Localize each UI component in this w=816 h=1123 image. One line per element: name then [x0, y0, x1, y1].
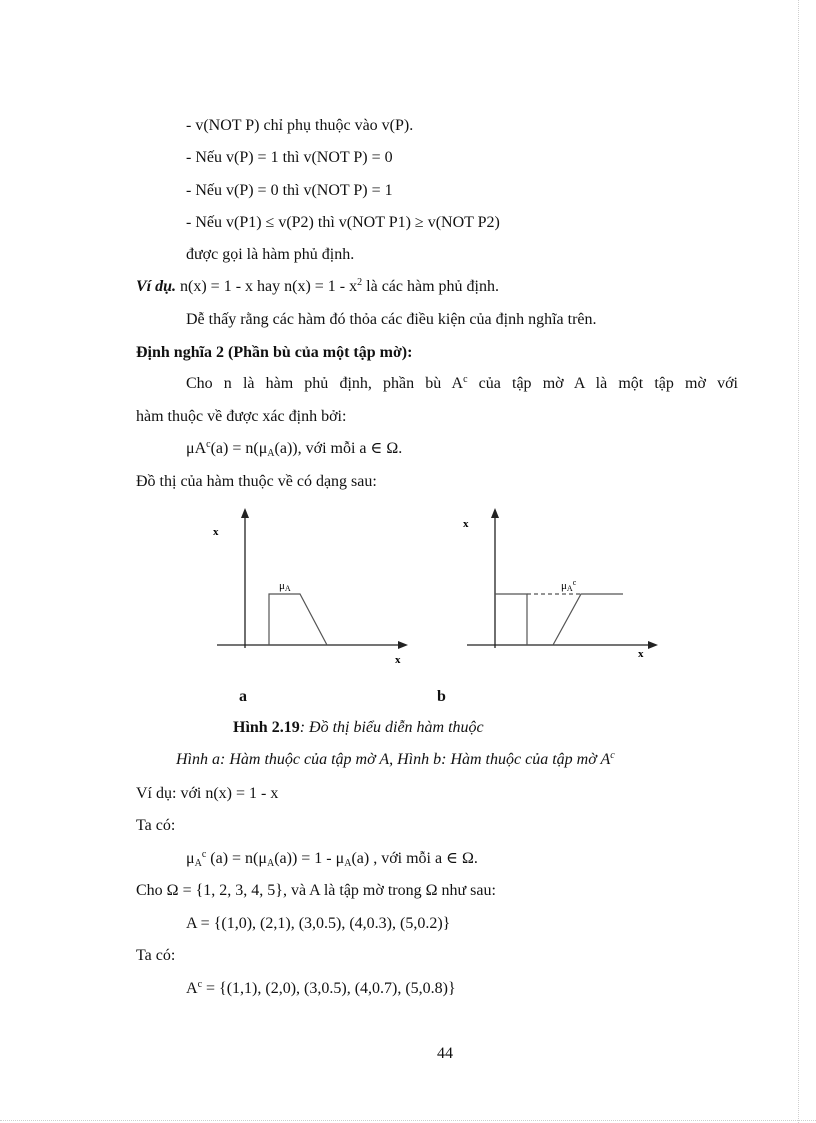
- formula-part: (a)) = 1 - μ: [274, 850, 345, 867]
- membership-curve-b-left: [495, 594, 527, 645]
- x-axis-label: x: [638, 648, 644, 660]
- subscript: A: [266, 858, 275, 869]
- text-line: - Nếu v(P1) ≤ v(P2) thì v(NOT P1) ≥ v(NOT P2): [186, 214, 500, 231]
- x-axis-arrow: [398, 641, 408, 649]
- formula-part: (a) = n(μ: [210, 440, 268, 457]
- panel-label-b: b: [437, 688, 446, 705]
- caption-number: Hình 2.19: [233, 719, 300, 736]
- x-axis-label: x: [395, 654, 401, 666]
- text-line: - v(NOT P) chỉ phụ thuộc vào v(P).: [186, 117, 414, 134]
- formula-part: (a) , với mỗi a ∈ Ω.: [351, 850, 478, 867]
- figure-b: [455, 505, 665, 670]
- curve-label: μA: [279, 580, 291, 593]
- definition-text-part: của tập mờ A là một tập mờ với: [467, 375, 738, 392]
- text-line: Ví dụ: với n(x) = 1 - x: [136, 785, 279, 802]
- set-part: = {(1,1), (2,0), (3,0.5), (4,0.7), (5,0.8)}: [202, 980, 456, 997]
- example-line: [136, 277, 499, 297]
- superscript: c: [610, 750, 615, 761]
- subcaption-text: Hình a: Hàm thuộc của tập mờ A, Hình b: Hàm thuộc của tập mờ A: [176, 751, 611, 768]
- panel-label-a: a: [239, 688, 247, 705]
- membership-curve-a: [269, 594, 327, 645]
- page-edge-bottom: [0, 1120, 816, 1121]
- caption-text: : Đồ thị biểu diễn hàm thuộc: [299, 719, 484, 736]
- subscript: A: [344, 858, 352, 869]
- text-line: - Nếu v(P) = 1 thì v(NOT P) = 0: [186, 149, 393, 166]
- superscript: 2: [357, 277, 363, 288]
- text-line: Đồ thị của hàm thuộc về có dạng sau:: [136, 473, 377, 490]
- curve-label: $\mu A^c$: [561, 578, 577, 593]
- figure-caption: [233, 718, 484, 738]
- text-line: Ta có:: [136, 817, 176, 834]
- x-axis-arrow: [648, 641, 658, 649]
- membership-curve-b-right: [553, 594, 623, 645]
- formula-part: (a)), với mỗi a ∈ Ω.: [274, 440, 403, 457]
- y-axis-arrow: [491, 508, 499, 518]
- example-text: n(x) = 1 - x hay n(x) = 1 - x: [176, 278, 358, 295]
- definition-text: hàm thuộc về được xác định bởi:: [136, 408, 347, 425]
- formula-part: μ: [186, 850, 195, 867]
- page-edge-right: [798, 0, 799, 1123]
- formula: [186, 439, 402, 459]
- page-number: 44: [437, 1045, 453, 1062]
- set-part: A: [186, 980, 198, 997]
- example-text: là các hàm phủ định.: [362, 278, 499, 295]
- formula-part: μA: [186, 440, 207, 457]
- definition-text-part: Cho n là hàm phủ định, phần bù A: [186, 375, 464, 392]
- figure-subcaption: [176, 750, 615, 770]
- superscript: c: [206, 439, 211, 450]
- text-line: Ta có:: [136, 947, 176, 964]
- text-line: Cho Ω = {1, 2, 3, 4, 5}, và A là tập mờ trong Ω như sau:: [136, 882, 496, 899]
- text-line: được gọi là hàm phủ định.: [186, 246, 355, 263]
- y-axis-label: x: [463, 518, 469, 530]
- subscript: A: [267, 448, 275, 459]
- set-definition: A = {(1,0), (2,1), (3,0.5), (4,0.3), (5,0.2)}: [186, 915, 451, 932]
- example-label-punct: .: [172, 278, 177, 295]
- set-definition: [186, 979, 456, 999]
- text-line: - Nếu v(P) = 0 thì v(NOT P) = 1: [186, 182, 393, 199]
- figure-a: [205, 505, 415, 670]
- formula: [186, 849, 478, 869]
- y-axis-arrow: [241, 508, 249, 518]
- y-axis-label: x: [213, 526, 219, 538]
- definition-text: [136, 374, 738, 394]
- superscript: c: [197, 979, 203, 990]
- formula-part: (a) = n(μ: [206, 850, 267, 867]
- definition-title: Định nghĩa 2 (Phần bù của một tập mờ):: [136, 344, 413, 361]
- superscript: c: [201, 849, 207, 860]
- text-line: Dễ thấy rằng các hàm đó thỏa các điều kiện của định nghĩa trên.: [186, 311, 597, 328]
- superscript: c: [463, 374, 468, 385]
- example-label: Ví dụ: [136, 278, 173, 295]
- subscript: A: [194, 858, 202, 869]
